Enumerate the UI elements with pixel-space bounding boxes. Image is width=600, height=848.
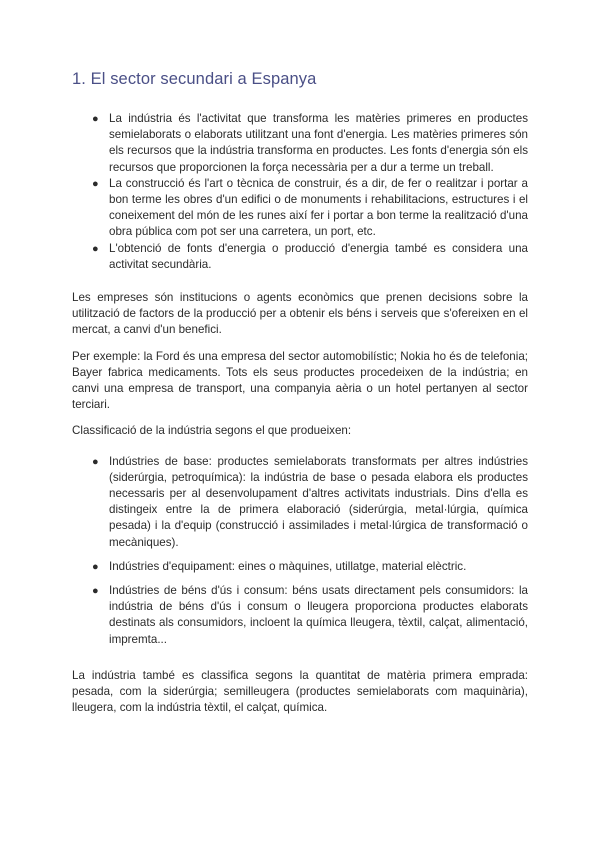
paragraph-example: Per exemple: la Ford és una empresa del sector automobilístic; Nokia ho és de telefonia; Bayer fabrica medicaments. Tots els seus productes procedeixen de la indústria; en canvi una empresa de transport, una companyia aèria o un hotel pertanyen al sector terciari. bbox=[72, 349, 528, 412]
industry-types-list bbox=[72, 454, 528, 648]
paragraph-classification: Classificació de la indústria segons el que produeixen: bbox=[72, 424, 352, 438]
bullet-icon: ● bbox=[92, 242, 99, 255]
list-item bbox=[72, 241, 528, 273]
list-item bbox=[72, 559, 528, 575]
list-item bbox=[72, 111, 528, 176]
list-item-text: La construcció és l'art o tècnica de construir, és a dir, de fer o realitzar i portar a bon terme les obres d'un edifici o de monuments i rehabilitacions, estructures i el coneixement del món de les runes així fer i portar a bon terme la realització d'una obra pública com pot ser una carretera, un port, etc. bbox=[109, 176, 528, 239]
list-item bbox=[72, 583, 528, 648]
bullet-icon: ● bbox=[92, 455, 99, 468]
paragraph-companies: Les empreses són institucions o agents econòmics que prenen decisions sobre la utilització de factors de la producció per a obtenir els béns i serveis que s'ofereixen en el mercat, a canvi d'un benefici. bbox=[72, 291, 528, 337]
bullet-icon: ● bbox=[92, 113, 99, 125]
bullet-icon: ● bbox=[92, 560, 99, 573]
paragraph-quantity: La indústria també es classifica segons la quantitat de matèria primera emprada: pesada, com la siderúrgia; semilleugera (productes semielaborats com maquinària), lleugera, com la indústria tèxtil, el calçat, química. bbox=[72, 668, 528, 715]
list-item-text: Indústries de base: productes semielaborats transformats per altres indústries (siderúrgia, petroquímica): la indústria de base o pesada elabora els productes necessaris per al desenvolupament d'altres activitats industrials. Dins d'ella es distingeix entre la de primera elaboració (siderúrgia, metal·lúrgia, química pesada) i la d'equip (construcció i assimilades i metal·lúrgica de transformació o mecàniques). bbox=[109, 454, 528, 549]
bullet-icon: ● bbox=[92, 177, 99, 190]
intro-bullet-list bbox=[72, 111, 528, 273]
list-item-text: La indústria és l'activitat que transforma les matèries primeres en productes semielaborats o elaborats utilitzant una font d'energia. Les matèries primeres són els recursos que la indústria transforma en productes. Les fonts d'energia són els recursos que proporcionen la força necessària per a dur a terme un treball. bbox=[109, 112, 528, 174]
page-title: 1. El sector secundari a Espanya bbox=[72, 70, 317, 88]
list-item-text: L'obtenció de fonts d'energia o producció d'energia també es considera una activitat secundària. bbox=[109, 241, 528, 271]
list-item-text: Indústries d'equipament: eines o màquines, utillatge, material elèctric. bbox=[109, 559, 467, 573]
list-item bbox=[72, 454, 528, 551]
list-item-text: Indústries de béns d'ús i consum: béns usats directament pels consumidors: la indústria de béns d'ús i consum o lleugera proporciona productes elaborats destinats als consumidors, incloent la química lleugera, tèxtil, calçat, alimentació, impremta... bbox=[109, 584, 528, 646]
document-page bbox=[72, 70, 528, 717]
bullet-icon: ● bbox=[92, 585, 99, 598]
list-item bbox=[72, 176, 528, 241]
